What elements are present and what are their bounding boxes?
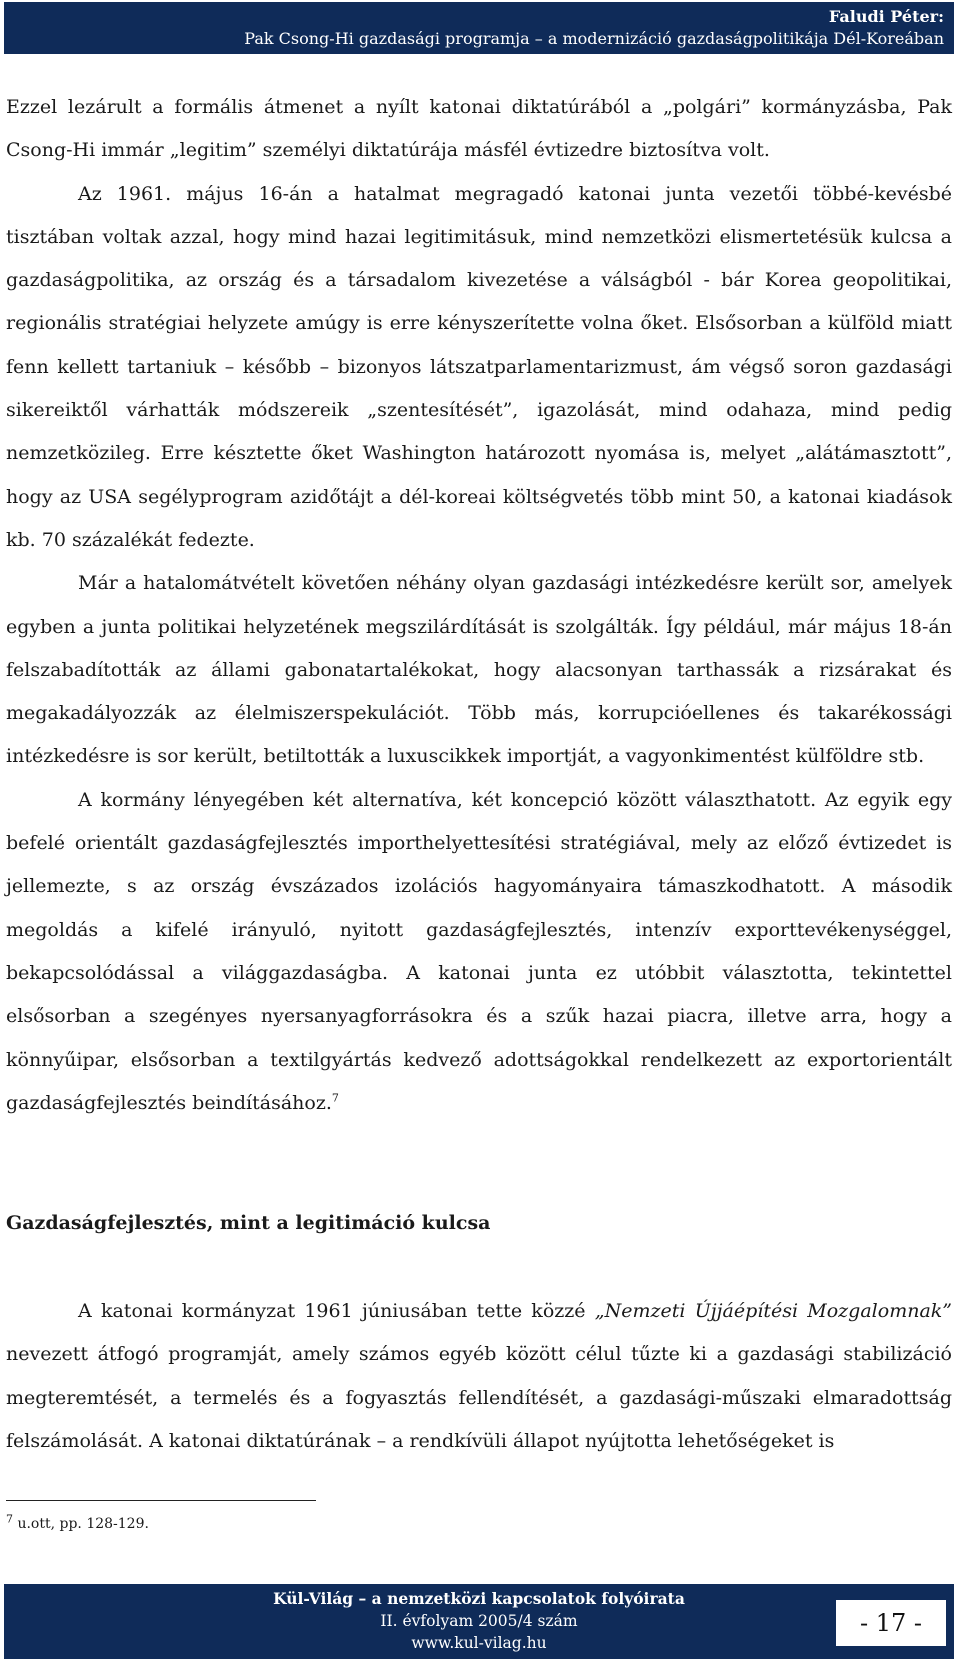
paragraph-3: Már a hatalomátvételt követően néhány olyan gazdasági intézkedésre került sor, amelyek egyben a junta politikai helyzetének megszilárdítását is szolgálták. Így például, már május 18-án felszabadították az állami gabonatartalékokat, hogy alacsonyan tarthassák a rizsárakat és megakadályozzák az élelmiszerspekulációt. Több más, korrupcióellenes és takarékossági intézkedésre is sor került, betiltották a luxuscikkek importját, a vagyonkimentést külföldre stb. (6, 572, 952, 768)
paragraph-4 (6, 779, 952, 1125)
section-paragraph-1-start: A katonai kormányzat 1961 júniusában tette közzé (78, 1300, 595, 1322)
running-footer (4, 1584, 954, 1659)
paragraph-1: Ezzel lezárult a formális átmenet a nyílt katonai diktatúrából a „polgári” kormányzásba, Pak Csong-Hi immár „legitim” személyi diktatúrája másfél évtizedre biztosítva volt. (6, 96, 952, 162)
header-title: Pak Csong-Hi gazdasági programja – a modernizáció gazdaságpolitikája Dél-Koreában (244, 29, 944, 48)
footnote-divider (6, 1500, 316, 1501)
page-number: - 17 - (836, 1600, 946, 1646)
footer-url[interactable]: www.kul-vilag.hu (411, 1634, 547, 1652)
footer-info (4, 1588, 954, 1654)
paragraph-4-text: A kormány lényegében két alternatíva, két koncepció között választhatott. Az egyik egy befelé orientált gazdaságfejlesztés importhelyettesítési stratégiával, mely az előző évtizedet is jellemezte, s az ország évszázados izolációs hagyományaira támaszkodhatott. A második megoldás a kifelé irányuló, nyitott gazdaságfejlesztés, intenzív exporttevékenységgel, bekapcsolódással a világgazdaságba. A katonai junta ez utóbbit választotta, tekintettel elsősorban a szegényes nyersanyagforrásokra és a szűk hazai piacra, illetve arra, hogy a könnyűipar, elsősorban a textilgyártás kedvező adottságokkal rendelkezett az exportorientált gazdaságfejlesztés beindításához. (6, 788, 952, 1114)
header-author: Faludi Péter: (828, 7, 944, 26)
footnote-number: 7 (6, 1512, 13, 1526)
footer-issue: II. évfolyam 2005/4 szám (380, 1612, 578, 1630)
program-name: „Nemzeti Újjáépítési Mozgalomnak” (594, 1300, 952, 1322)
body-text (6, 86, 952, 1125)
footnote-text: u.ott, pp. 128-129. (13, 1516, 149, 1532)
footer-journal: Kül-Világ – a nemzetközi kapcsolatok folyóirata (273, 1589, 685, 1608)
footnote (6, 1514, 149, 1534)
section-paragraph-1 (6, 1290, 952, 1463)
section-paragraph-1-rest: nevezett átfogó programját, amely számos egyéb között célul tűzte ki a gazdasági stabilizáció megteremtését, a termelés és a fogyasztás fellendítését, a gazdasági-műszaki elmaradottság felszámolását. A katonai diktatúrának – a rendkívüli állapot nyújtotta lehetőségeket is (6, 1343, 952, 1452)
section-heading: Gazdaságfejlesztés, mint a legitimáció kulcsa (6, 1212, 491, 1234)
footnote-reference[interactable]: 7 (331, 1091, 339, 1105)
section-body (6, 1290, 952, 1463)
paragraph-2: Az 1961. május 16-án a hatalmat megragadó katonai junta vezetői többé-kevésbé tisztában voltak azzal, hogy mind hazai legitimitásuk, mind nemzetközi elismertetésük kulcsa a gazdaságpolitika, az ország és a társadalom kivezetése a válságból - bár Korea geopolitikai, regionális stratégiai helyzete amúgy is erre kényszerítette volna őket. Elsősorban a külföld miatt fenn kellett tartaniuk – később – bizonyos látszatparlamentarizmust, ám végső soron gazdasági sikereiktől várhatták módszereik „szentesítését”, igazolását, mind odahaza, mind pedig nemzetközileg. Erre késztette őket Washington határozott nyomása is, melyet „alátámasztott”, hogy az USA segélyprogram azidőtájt a dél-koreai költségvetés több mint 50, a katonai kiadások kb. 70 százalékát fedezte. (6, 182, 952, 551)
running-header (4, 2, 954, 54)
